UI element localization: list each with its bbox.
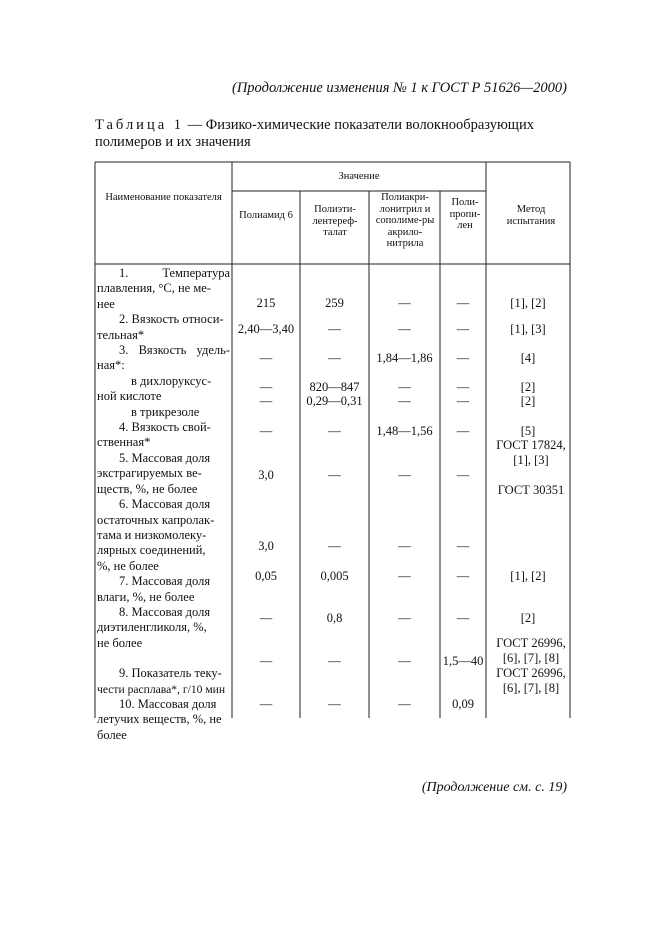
cell-pa6: 0,05 — [255, 569, 277, 583]
indicator-names — [97, 266, 230, 743]
name-line: 6. Массовая доля — [119, 497, 211, 512]
cell-pa6: — — [259, 654, 273, 668]
cell-pa6: 3,0 — [258, 468, 274, 482]
cell-pa6: — — [259, 611, 273, 625]
name-line: ственная* — [97, 435, 151, 450]
table-caption-lead: Таблица 1 — [95, 117, 185, 133]
table-caption-text: — Физико-химические показатели волокнообразующих полимеров и их значения — [95, 117, 534, 150]
cell-method: [6], [7], [8] — [502, 651, 560, 665]
cell-method: [4] — [520, 351, 536, 365]
cell-pet: — — [328, 654, 341, 668]
cell-pet: 0,29—0,31 — [306, 394, 363, 408]
cell-pan: — — [398, 468, 411, 482]
cell-method: [1], [3] — [513, 453, 549, 467]
column-header-value: Значение — [338, 171, 380, 182]
cell-pp: — — [456, 351, 470, 365]
cell-pa6: — — [259, 697, 273, 711]
name-line: летучих веществ, %, не — [97, 712, 222, 727]
name-line: 3. Вязкость удель- — [119, 343, 230, 358]
cell-pan: — — [398, 697, 411, 711]
name-line: чести расплава*, г/10 мин — [97, 682, 226, 696]
page-footer: (Продолжение см. с. 19) — [421, 780, 567, 795]
cell-pet: — — [328, 539, 341, 553]
cell-pa6: — — [259, 380, 273, 394]
column-header-pa6: Полиамид 6 — [239, 210, 293, 221]
cell-pet: — — [328, 351, 341, 365]
name-line: 1. Температура — [119, 266, 230, 280]
cell-pp: — — [456, 569, 470, 583]
cell-pp: — — [456, 424, 470, 438]
name-line: 9. Показатель теку- — [119, 666, 222, 681]
name-line: 8. Массовая доля — [119, 604, 211, 619]
name-line: ная*: — [97, 358, 125, 373]
column-header-pet: Полиэти-лентереф-талат — [312, 204, 358, 238]
cell-method: [1], [2] — [510, 569, 546, 583]
cell-pet: — — [328, 468, 341, 482]
name-line: влаги, %, не более — [97, 589, 195, 604]
cell-method: [2] — [520, 380, 536, 394]
name-line: 5. Массовая доля — [119, 450, 211, 465]
cell-method: ГОСТ 26996, — [496, 666, 566, 680]
cell-pp: — — [456, 468, 470, 482]
cell-pan: — — [398, 380, 411, 394]
cell-pet: 820—847 — [309, 380, 360, 394]
cell-method: [1], [2] — [510, 296, 546, 310]
cell-method: ГОСТ 30351 — [497, 483, 565, 497]
cell-method: [6], [7], [8] — [502, 681, 560, 695]
cell-method: [2] — [520, 394, 536, 408]
cell-pet: — — [328, 322, 341, 336]
cell-pet: 0,8 — [326, 611, 343, 625]
name-line: ществ, %, не более — [97, 481, 198, 496]
name-line: 10. Массовая доля — [119, 696, 217, 711]
cell-method: [2] — [520, 611, 536, 625]
cell-pa6: 2,40—3,40 — [237, 322, 295, 336]
cell-pet: — — [328, 697, 341, 711]
name-line: 2. Вязкость относи- — [119, 312, 224, 327]
name-line: 7. Массовая доля — [119, 574, 211, 589]
column-header-pp: Поли-пропи-лен — [449, 197, 481, 231]
cell-method: ГОСТ 26996, — [496, 636, 566, 650]
cell-method: ГОСТ 17824, — [496, 438, 566, 452]
cell-pp: — — [456, 611, 470, 625]
name-line: тама и низкомолеку- — [97, 527, 207, 542]
cell-pp: — — [456, 296, 470, 310]
page-header: (Продолжение изменения № 1 к ГОСТ Р 51626—2000) — [232, 80, 567, 96]
cell-pp: — — [456, 394, 470, 408]
name-line: экстрагируемых ве- — [97, 466, 202, 481]
name-line: диэтиленгликоля, %, — [97, 620, 207, 635]
name-line: 4. Вязкость свой- — [119, 420, 211, 435]
cell-pa6: 3,0 — [258, 539, 274, 553]
cell-pan: — — [398, 322, 411, 336]
cell-pan: — — [398, 539, 411, 553]
cell-pp: — — [456, 380, 470, 394]
cell-pp: 1,5—40 — [442, 654, 484, 668]
name-line: остаточных капролак- — [97, 512, 215, 527]
name-line: более — [97, 727, 127, 742]
cell-pp: — — [456, 322, 470, 336]
name-line: %, не более — [97, 558, 159, 573]
name-line: плавления, °С, не ме- — [97, 281, 211, 296]
cell-pan: — — [398, 654, 411, 668]
cell-pa6: — — [259, 424, 273, 438]
cell-pp: 0,09 — [452, 697, 474, 711]
column-header-pan: Полиакри-лонитрил и сополиме-ры акрило-нитрила — [375, 192, 435, 249]
column-header-name: Наименование показателя — [105, 192, 222, 203]
cell-pa6: — — [259, 394, 273, 408]
name-line: лярных соединений, — [97, 543, 206, 558]
cell-pa6: — — [259, 351, 273, 365]
name-line: в дихлоруксус- — [131, 373, 212, 388]
name-line: не более — [97, 635, 143, 650]
cell-pa6: 215 — [256, 296, 276, 310]
column-header-method: Метод испытания — [506, 204, 556, 227]
cell-pp: — — [456, 539, 470, 553]
cell-pet: — — [328, 424, 341, 438]
name-line: тельная* — [97, 327, 145, 342]
cell-method: [1], [3] — [510, 322, 546, 336]
cell-pan: 1,84—1,86 — [376, 351, 433, 365]
cell-pan: — — [398, 611, 411, 625]
name-line: в трикрезоле — [131, 404, 200, 419]
cell-pan: — — [398, 394, 411, 408]
cell-method: [5] — [520, 424, 536, 438]
cell-pan: 1,48—1,56 — [376, 424, 433, 438]
name-line: ной кислоте — [97, 389, 162, 404]
cell-pet: 0,005 — [320, 569, 349, 583]
cell-pan: — — [398, 569, 411, 583]
cell-pan: — — [398, 296, 411, 310]
name-line: нее — [97, 296, 115, 311]
cell-pet: 259 — [325, 296, 344, 310]
